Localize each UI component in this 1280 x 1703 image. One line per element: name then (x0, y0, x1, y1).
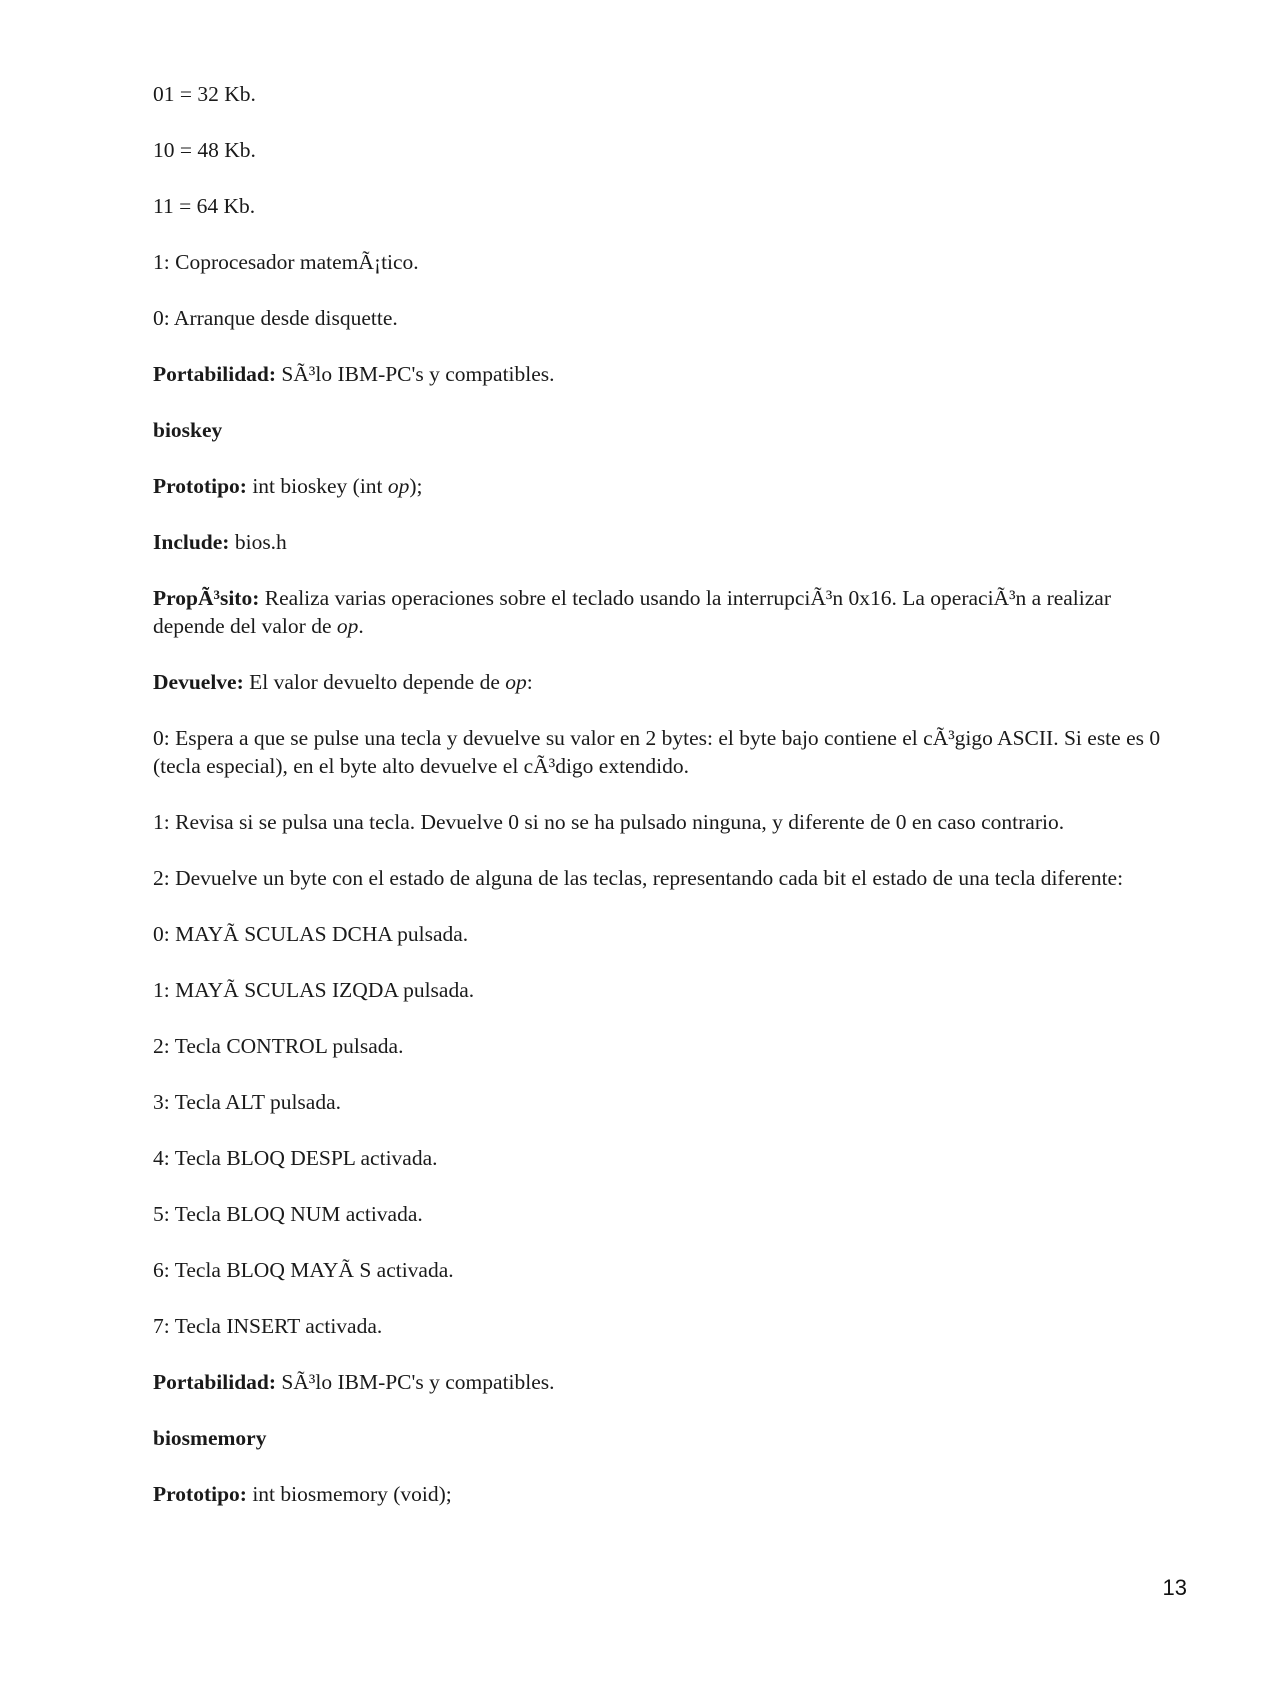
op-1-description: 1: Revisa si se pulsa una tecla. Devuelve 0 si no se ha pulsado ninguna, y diferente de 0 en caso contrario. (153, 810, 1065, 834)
purpose-paragraph (153, 584, 1163, 640)
function-name: bioskey (153, 418, 223, 442)
include-paragraph (153, 528, 1163, 556)
purpose-label: PropÃ³sito: (153, 586, 260, 610)
bit-line-coprocessor: 1: Coprocesador matemÃ¡tico. (153, 250, 419, 274)
memory-line-10: 10 = 48 Kb. (153, 138, 256, 162)
prototype-paragraph (153, 472, 1163, 500)
key-bit-4: 4: Tecla BLOQ DESPL activada. (153, 1146, 438, 1170)
prototype-text: int biosmemory (void); (246, 1482, 452, 1506)
memory-line-11: 11 = 64 Kb. (153, 194, 256, 218)
purpose-text: Realiza varias operaciones sobre el teclado usando la interrupciÃ³n 0x16. La operaciÃ³n a realizar depende del valor de (153, 586, 1112, 638)
key-bit-6: 6: Tecla BLOQ MAYÃ S activada. (153, 1258, 454, 1282)
prototype-param: op (387, 474, 410, 498)
purpose-param: op (336, 614, 359, 638)
memory-line-01: 01 = 32 Kb. (153, 82, 256, 106)
key-bit-5: 5: Tecla BLOQ NUM activada. (153, 1202, 423, 1226)
returns-param: op (505, 670, 527, 694)
prototype-label: Prototipo: (153, 474, 247, 498)
portability-text: SÃ³lo IBM-PC's y compatibles. (276, 362, 555, 386)
returns-label: Devuelve: (153, 670, 244, 694)
returns-text: El valor devuelto depende de (243, 670, 506, 694)
portability-text: SÃ³lo IBM-PC's y compatibles. (276, 1370, 555, 1394)
prototype-text: int bioskey (int (246, 474, 388, 498)
portability-paragraph (153, 1368, 1163, 1396)
op-2-description: 2: Devuelve un byte con el estado de alguna de las teclas, representando cada bit el estado de una tecla diferente: (153, 866, 1124, 890)
prototype-label: Prototipo: (153, 1482, 247, 1506)
bit-line-boot: 0: Arranque desde disquette. (153, 306, 398, 330)
key-bit-2: 2: Tecla CONTROL pulsada. (153, 1034, 404, 1058)
include-label: Include: (153, 530, 230, 554)
prototype-end: ); (409, 474, 423, 498)
portability-paragraph (153, 360, 1163, 388)
key-bit-3: 3: Tecla ALT pulsada. (153, 1090, 341, 1114)
function-title-bioskey (153, 416, 1163, 444)
portability-label: Portabilidad: (153, 1370, 277, 1394)
page-number: 13 (1162, 1575, 1187, 1600)
purpose-end: . (358, 614, 364, 638)
portability-label: Portabilidad: (153, 362, 277, 386)
returns-paragraph (153, 668, 1163, 696)
document-page (153, 80, 1163, 1536)
op-0-description: 0: Espera a que se pulse una tecla y devuelve su valor en 2 bytes: el byte bajo contiene el cÃ³gigo ASCII. Si este es 0 (tecla especial), en el byte alto devuelve el cÃ³digo extendido. (153, 726, 1161, 778)
returns-end: : (526, 670, 533, 694)
function-title-biosmemory (153, 1424, 1163, 1452)
include-text: bios.h (229, 530, 287, 554)
key-bit-1: 1: MAYÃ SCULAS IZQDA pulsada. (153, 978, 475, 1002)
function-name: biosmemory (153, 1426, 267, 1450)
key-bit-0: 0: MAYÃ SCULAS DCHA pulsada. (153, 922, 469, 946)
prototype-paragraph (153, 1480, 1163, 1508)
key-bit-7: 7: Tecla INSERT activada. (153, 1314, 383, 1338)
